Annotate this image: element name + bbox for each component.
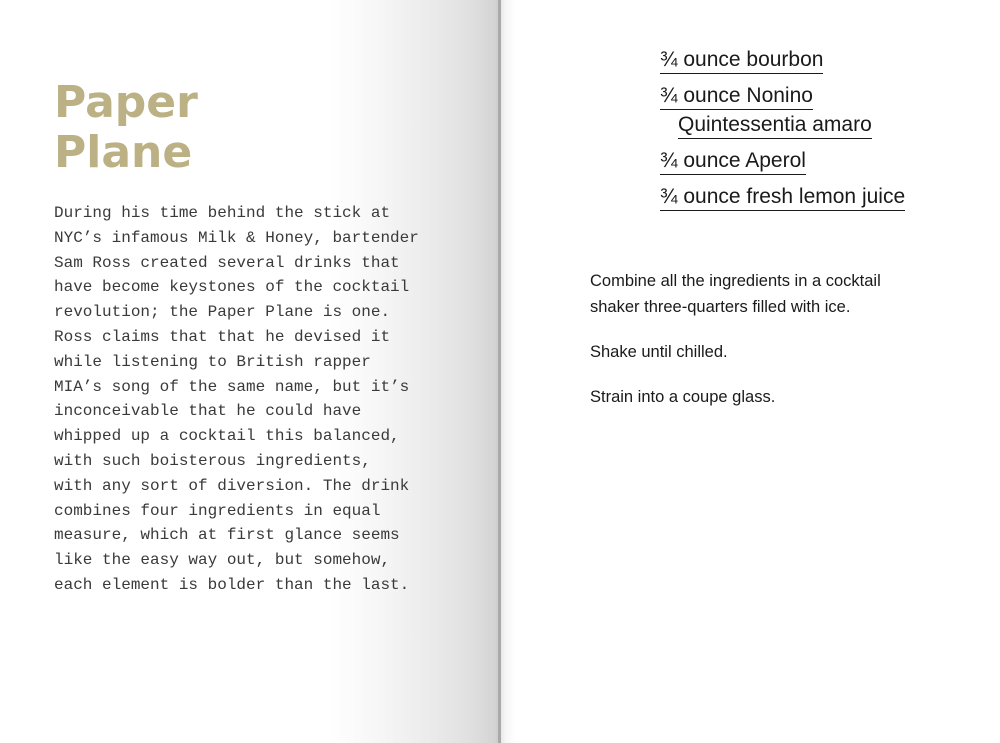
ingredient-item xyxy=(660,84,990,139)
ingredient-item xyxy=(660,185,990,211)
ingredient-list xyxy=(660,48,990,221)
recipe-title xyxy=(54,78,354,178)
intro-line: measure, which at first glance seems xyxy=(54,526,400,545)
intro-paragraph xyxy=(54,201,454,598)
method-step-line: Shake until chilled. xyxy=(590,343,728,361)
intro-line: whipped up a cocktail this balanced, xyxy=(54,427,400,446)
ingredient-text: ¾ ounce bourbon xyxy=(660,48,823,74)
ingredient-text: ¾ ounce Aperol xyxy=(660,149,806,175)
ingredient-text: ¾ ounce fresh lemon juice xyxy=(660,185,905,211)
intro-line: combines four ingredients in equal xyxy=(54,501,381,520)
method-step-line: Strain into a coupe glass. xyxy=(590,388,776,406)
ingredient-item xyxy=(660,48,990,74)
intro-line: Ross claims that that he devised it xyxy=(54,327,391,346)
method-step xyxy=(590,268,970,320)
ingredient-text: ¾ ounce Nonino xyxy=(660,84,813,110)
intro-line: while listening to British rapper xyxy=(54,352,371,371)
intro-line: like the easy way out, but somehow, xyxy=(54,551,391,570)
ingredient-text-continued: Quintessentia amaro xyxy=(678,113,872,139)
intro-line: with any sort of diversion. The drink xyxy=(54,476,410,495)
intro-line: Sam Ross created several drinks that xyxy=(54,253,400,272)
intro-line: MIA’s song of the same name, but it’s xyxy=(54,377,410,396)
intro-line: NYC’s infamous Milk & Honey, bartender xyxy=(54,228,419,247)
method-step xyxy=(590,339,970,365)
method-step-line: Combine all the ingredients in a cocktail xyxy=(590,272,881,290)
recipe-title-line: Plane xyxy=(54,127,193,178)
ingredient-item xyxy=(660,149,990,175)
method-step xyxy=(590,384,970,410)
intro-line: have become keystones of the cocktail xyxy=(54,278,410,297)
intro-line: During his time behind the stick at xyxy=(54,204,391,222)
recipe-title-line: Paper xyxy=(54,77,198,128)
intro-line: inconceivable that he could have xyxy=(54,402,362,421)
book-gutter xyxy=(498,0,501,743)
intro-line: revolution; the Paper Plane is one. xyxy=(54,303,391,322)
method-step-line: shaker three-quarters filled with ice. xyxy=(590,298,851,316)
method-steps xyxy=(590,268,970,429)
intro-line: with such boisterous ingredients, xyxy=(54,451,371,470)
intro-line: each element is bolder than the last. xyxy=(54,575,410,594)
